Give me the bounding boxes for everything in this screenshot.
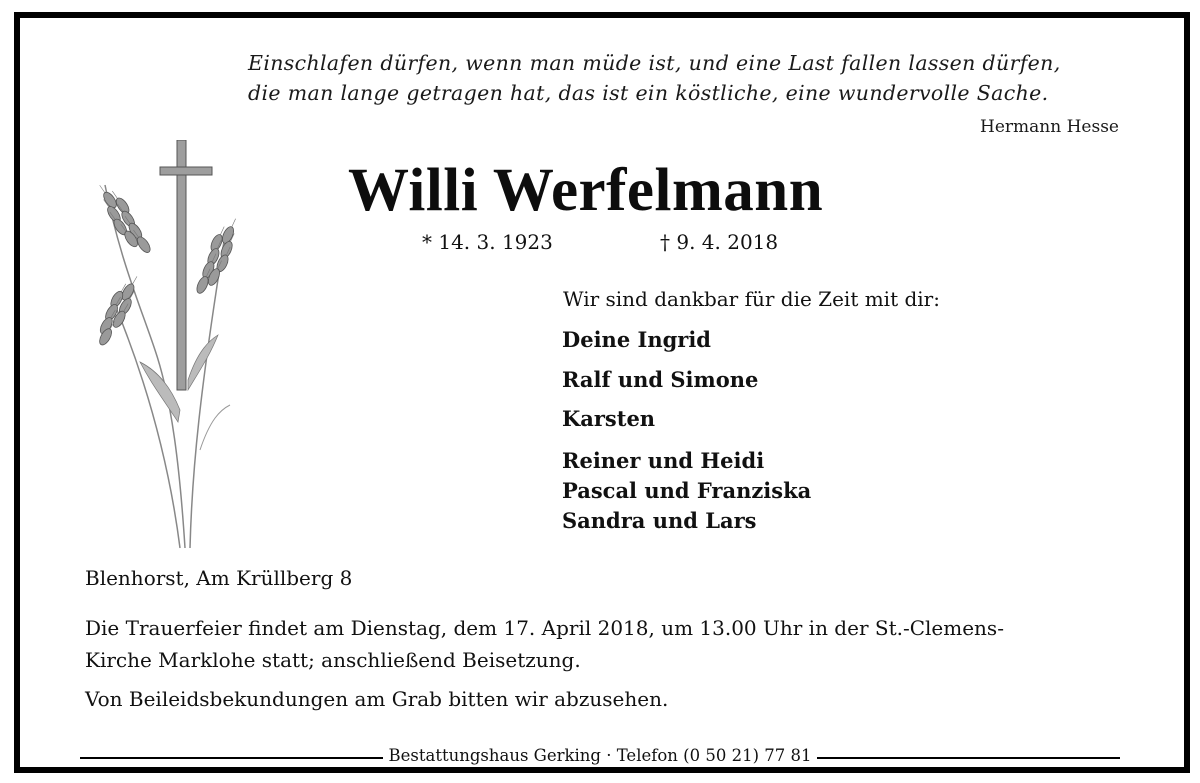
quote — [248, 48, 1128, 108]
footer — [0, 746, 1200, 765]
family-member: Pascal und Franziska — [562, 478, 812, 503]
family-member: Sandra und Lars — [562, 508, 757, 533]
quote-line: die man lange getragen hat, das ist ein köstliche, eine wundervolle Sache. — [248, 81, 1049, 105]
family-member: Reiner und Heidi — [562, 448, 765, 473]
ceremony-line: Kirche Marklohe statt; anschließend Beisetzung. — [85, 648, 581, 672]
family-member: Karsten — [562, 406, 656, 431]
family-member: Deine Ingrid — [562, 327, 711, 352]
death-date: † 9. 4. 2018 — [660, 230, 779, 254]
address: Blenhorst, Am Krüllberg 8 — [85, 566, 353, 590]
condolence-note: Von Beileidsbekundungen am Grab bitten wir abzusehen. — [85, 687, 669, 711]
birth-date: * 14. 3. 1923 — [422, 230, 553, 254]
family-member: Ralf und Simone — [562, 367, 759, 392]
thanks-line: Wir sind dankbar für die Zeit mit dir: — [563, 287, 940, 311]
quote-line: Einschlafen dürfen, wenn man müde ist, und eine Last fallen lassen dürfen, — [248, 51, 1061, 75]
deceased-name: Willi Werfelmann — [348, 157, 824, 224]
footer-text: Bestattungshaus Gerking · Telefon (0 50 21) 77 81 — [383, 746, 818, 765]
quote-author: Hermann Hesse — [980, 117, 1119, 137]
ceremony-notice — [85, 612, 1135, 676]
cross-with-wheat-icon — [60, 140, 240, 550]
ceremony-line: Die Trauerfeier findet am Dienstag, dem 17. April 2018, um 13.00 Uhr in der St.-Clemens- — [85, 616, 1004, 640]
